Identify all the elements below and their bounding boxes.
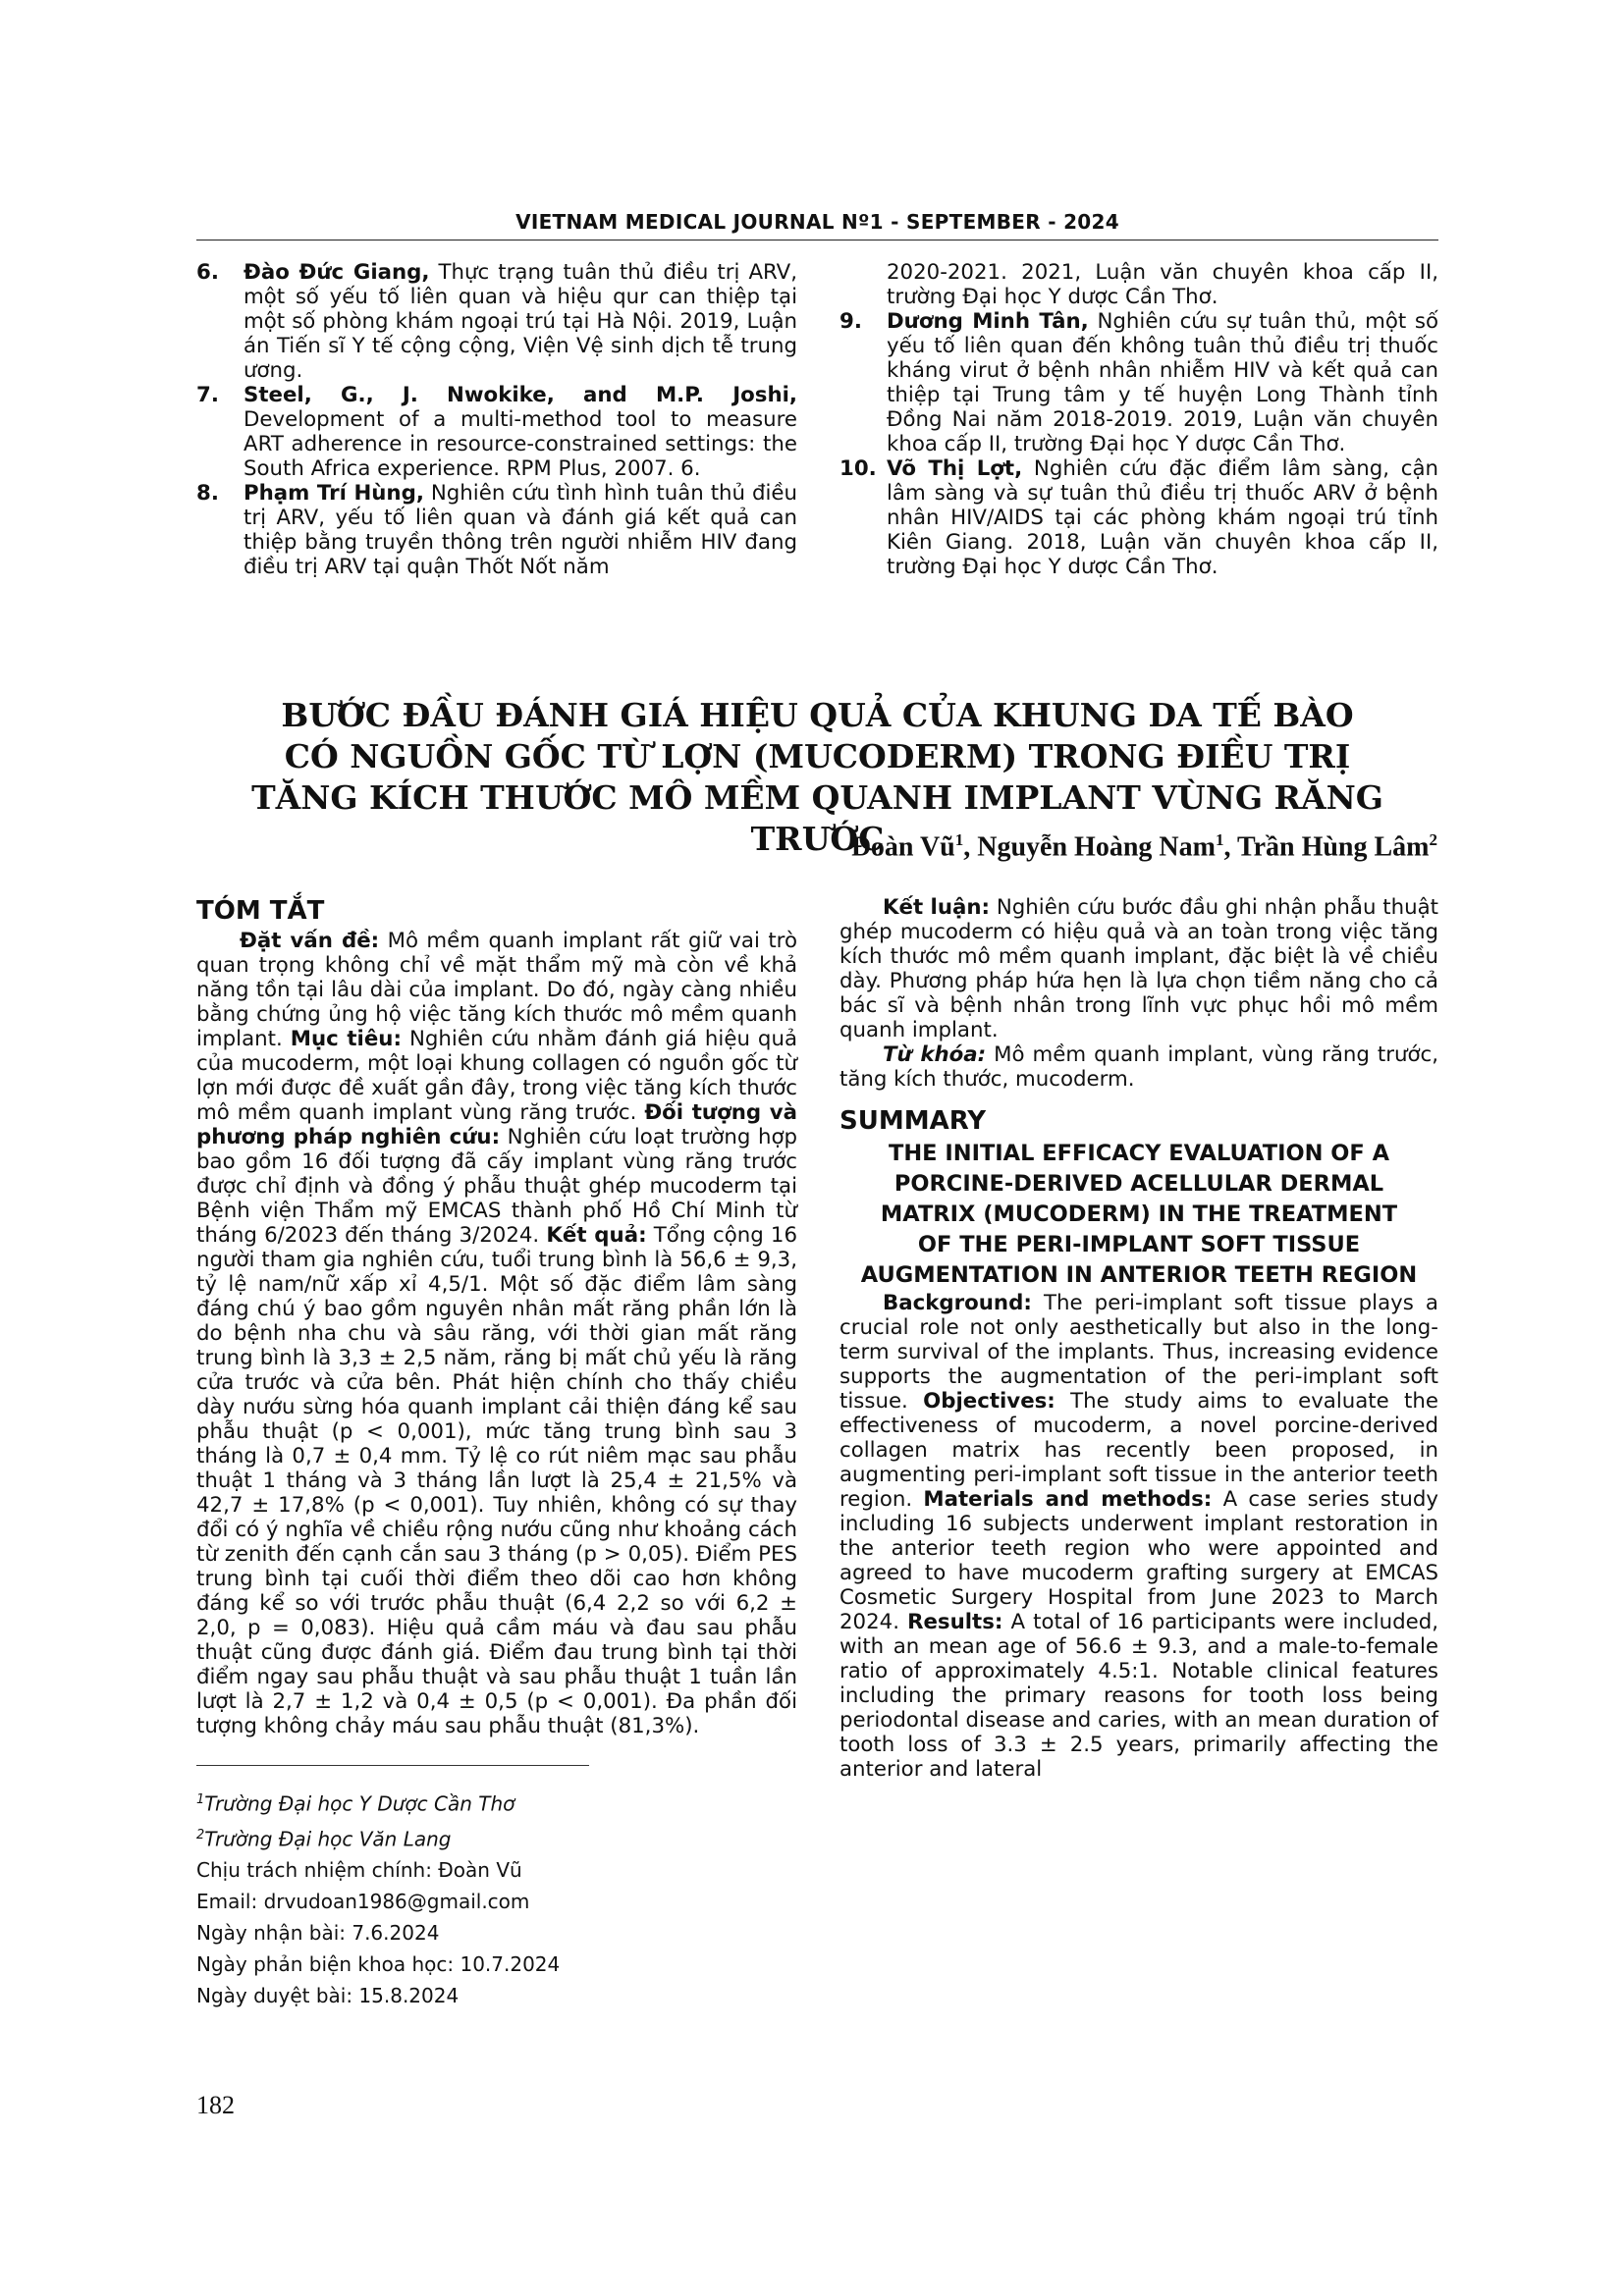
affiliation-1 — [196, 1785, 746, 1820]
summary-text: A total of 16 participants were included, with an mean age of 56.6 ± 9.3, and a male-to-female ratio of approximately 4.5:1. Notable clinical features including the primary reasons for tooth loss being periodontal disease and caries, with an mean duration of tooth loss of 3.3 ± 2.5 years, primarily affecting the anterior and lateral — [839, 1610, 1438, 1782]
author-separator: , — [1223, 831, 1237, 863]
author-affiliation-mark: 1 — [954, 830, 964, 849]
summary-label: Objectives: — [923, 1389, 1056, 1414]
abstract-paragraph — [839, 895, 1438, 1042]
author-name: Trần Hùng Lâm — [1236, 831, 1430, 863]
reference-text: Development of a multi-method tool to measure ART adherence in resource-constrained settings: the South Africa experience. RPM Plus, 2007. 6. — [244, 407, 797, 481]
affiliation-text: Trường Đại học Văn Lang — [204, 1827, 452, 1851]
reference-item — [839, 456, 1438, 579]
reference-item — [839, 309, 1438, 456]
affiliation-mark: 2 — [196, 1827, 205, 1842]
author-affiliation-mark: 2 — [1429, 830, 1437, 849]
reference-author: Dương Minh Tân, — [887, 309, 1089, 334]
reference-text: Nghiên cứu sự tuân thủ, một số yếu tố liên quan đến không tuân thủ điều trị thuốc kháng virut ở bệnh nhân nhiễm HIV và kết quả can thiệp tại Trung tâm y tế huyện Long Thành tỉnh Đồng Nai năm 2018-2019. 2019, Luận văn chuyên khoa cấp II, trường Đại học Y dược Cần Thơ. — [887, 309, 1439, 456]
date-reviewed: Ngày phản biện khoa học: 10.7.2024 — [196, 1952, 561, 1977]
english-title — [839, 1139, 1438, 1291]
summary-label: Materials and methods: — [923, 1487, 1213, 1512]
reference-number: 9. — [839, 309, 862, 334]
english-title-line: THE INITIAL EFFICACY EVALUATION OF A — [888, 1141, 1389, 1166]
reference-text: Nghiên cứu đặc điểm lâm sàng, cận lâm sàng và sự tuân thủ điều trị thuốc ARV ở bệnh nhân HIV/AIDS tại các phòng khám ngoại trú tỉnh Kiên Giang. 2018, Luận văn chuyên khoa cấp II, trường Đại học Y dược Cần Thơ. — [887, 456, 1438, 579]
affiliation-text: Trường Đại học Y Dược Cần Thơ — [204, 1791, 515, 1816]
affiliation-mark: 1 — [196, 1792, 205, 1807]
reference-number: 8. — [196, 481, 219, 506]
reference-number: 6. — [196, 260, 219, 285]
abstract-label: Kết luận: — [883, 895, 991, 920]
abstract-right-column — [839, 895, 1438, 1782]
reference-text: Nghiên cứu tình hình tuân thủ điều trị ARV, yếu tố liên quan và đánh giá kết quả can thiệp bằng truyền thông trên người nhiễm HIV đang điều trị ARV tại quận Thốt Nốt năm — [244, 481, 797, 579]
keywords — [839, 1042, 1438, 1092]
corresponding-author: Chịu trách nhiệm chính: Đoàn Vũ — [196, 1858, 522, 1883]
email: Email: drvudoan1986@gmail.com — [196, 1890, 530, 1914]
reference-continuation: 2020-2021. 2021, Luận văn chuyên khoa cấp II, trường Đại học Y dược Cần Thơ. — [887, 260, 1438, 309]
english-title-line: OF THE PERI-IMPLANT SOFT TISSUE — [917, 1232, 1361, 1257]
abstract-label: Mục tiêu: — [290, 1027, 402, 1051]
abstract-text: Nghiên cứu nhằm đánh giá hiệu quả của mucoderm, một loại khung collagen có nguồn gốc từ lợn mới được đề xuất gần đây, trong việc tăng kích thước mô mềm quanh implant vùng răng trước. — [196, 1027, 797, 1125]
summary-text: The peri-implant soft tissue plays a crucial role not only aesthetically but also in the long-term survival of the implants. Thus, increasing evidence supports the augmentation of the peri-implant soft tissue. — [839, 1291, 1438, 1414]
summary-text: A case series study including 16 subjects underwent implant restoration in the anterior teeth region who were appointed and agreed to have mucoderm grafting surgery at EMCAS Cosmetic Surgery Hospital from June 2023 to March 2024. — [839, 1487, 1438, 1634]
abstract-label: Đặt vấn đề: — [240, 929, 380, 953]
english-title-line: AUGMENTATION IN ANTERIOR TEETH REGION — [860, 1262, 1418, 1288]
english-title-line: PORCINE-DERIVED ACELLULAR DERMAL — [893, 1171, 1384, 1197]
title-line: TĂNG KÍCH THƯỚC MÔ MỀM QUANH IMPLANT VÙNG RĂNG TRƯỚC — [251, 778, 1383, 858]
journal-header: VIETNAM MEDICAL JOURNAL Nº1 - SEPTEMBER - 2024 — [515, 210, 1119, 234]
abstract-text: Tổng cộng 16 người tham gia nghiên cứu, tuổi trung bình là 56,6 ± 9,3, tỷ lệ nam/nữ xấp xỉ 4,5/1. Một số đặc điểm lâm sàng đáng chú ý bao gồm nguyên nhân mất răng phần lớn là do bệnh nha chu và sâu răng, với thời gian mất răng trung bình là 3,3 ± 2,5 năm, răng bị mất chủ yếu là răng cửa trước và cửa bên. Phát hiện chính cho thấy chiều dày nướu sừng hóa quanh implant cải thiện đáng kể sau phẫu thuật (p < 0,001), mức tăng trung bình sau 3 tháng là 0,7 ± 0,4 mm. Tỷ lệ co rút niêm mạc sau phẫu thuật 1 tháng và 3 tháng lần lượt là 25,4 ± 21,5% và 42,7 ± 17,8% (p < 0,001). Tuy nhiên, không có sự thay đổi có ý nghĩa về chiều rộng nướu cũng như khoảng cách từ zenith đến cạnh cắn sau 3 tháng (p > 0,05). Điểm PES trung bình tại cuối thời điểm theo dõi cao hơn không đáng kể so với trước phẫu thuật (6,4 2,2 so với 6,2 ± 2,0, p = 0,083). Hiệu quả cầm máu và đau sau phẫu thuật cũng được đánh giá. Điểm đau trung bình tại thời điểm ngay sau phẫu thuật và sau phẫu thuật 1 tuần lần lượt là 2,7 ± 1,2 và 0,4 ± 0,5 (p < 0,001). Đa phần đối tượng không chảy máu sau phẫu thuật (81,3%). — [196, 1223, 797, 1738]
reference-item — [196, 481, 797, 579]
abstract-label: Kết quả: — [546, 1223, 647, 1248]
author-list — [851, 830, 1437, 863]
date-received: Ngày nhận bài: 7.6.2024 — [196, 1921, 440, 1946]
keywords-text: Mô mềm quanh implant, vùng răng trước, tăng kích thước, mucoderm. — [839, 1042, 1438, 1092]
abstract-text: Nghiên cứu bước đầu ghi nhận phẫu thuật ghép mucoderm có hiệu quả và an toàn trong việc tăng kích thước mô mềm quanh implant, đặc biệt là về chiều dày. Phương pháp hứa hẹn là lựa chọn tiềm năng cho cả bác sĩ và bệnh nhân trong lĩnh vực phục hồi mô mềm quanh implant. — [839, 895, 1438, 1042]
keywords-label: Từ khóa: — [883, 1042, 987, 1067]
summary-label: Results: — [907, 1610, 1003, 1634]
author-affiliation-mark: 1 — [1215, 830, 1224, 849]
reference-author: Phạm Trí Hùng, — [244, 481, 424, 506]
reference-text: Thực trạng tuân thủ điều trị ARV, một số yếu tố liên quan và hiệu qur can thiệp tại một số phòng khám ngoại trú tại Hà Nội. 2019, Luận án Tiến sĩ Y tế cộng cộng, Viện Vệ sinh dịch tễ trung ương. — [244, 260, 797, 383]
reference-item — [196, 383, 797, 481]
date-accepted: Ngày duyệt bài: 15.8.2024 — [196, 1984, 460, 2008]
reference-number: 7. — [196, 383, 219, 407]
abstract-heading: TÓM TẮT — [196, 896, 325, 926]
abstract-text: Nghiên cứu loạt trường hợp bao gồm 16 đối tượng đã cấy implant vùng răng trước được chỉ định và đồng ý phẫu thuật ghép mucoderm tại Bệnh viện Thẩm mỹ EMCAS thành phố Hồ Chí Minh từ tháng 6/2023 đến tháng 3/2024. — [196, 1125, 797, 1248]
summary-heading: SUMMARY — [839, 1106, 987, 1136]
english-title-line: MATRIX (MUCODERM) IN THE TREATMENT — [880, 1201, 1398, 1227]
abstract-paragraph — [196, 929, 797, 1738]
summary-text: The study aims to evaluate the effectiveness of mucoderm, a novel porcine-derived collagen matrix has recently been proposed, in augmenting peri-implant soft tissue in the anterior teeth region. — [839, 1389, 1438, 1512]
references-left-column — [196, 260, 797, 579]
abstract-text: Mô mềm quanh implant rất giữ vai trò quan trọng không chỉ về mặt thẩm mỹ mà còn về khả năng tồn tại lâu dài của implant. Do đó, ngày càng nhiều bằng chứng ủng hộ việc tăng kích thước mô mềm quanh implant. — [196, 929, 797, 1051]
affiliation-2 — [196, 1820, 746, 1855]
abstract-label: Đối tượng và phương pháp nghiên cứu: — [196, 1100, 797, 1149]
title-line: BƯỚC ĐẦU ĐÁNH GIÁ HIỆU QUẢ CỦA KHUNG DA TẾ BÀO — [281, 696, 1354, 734]
references-right-column — [839, 260, 1438, 579]
author-name: Đoàn Vũ — [850, 831, 955, 863]
reference-number: 10. — [839, 456, 877, 481]
title-line: CÓ NGUỒN GỐC TỪ LỢN (MUCODERM) TRONG ĐIỀU TRỊ — [284, 737, 1351, 775]
reference-item — [196, 260, 797, 383]
summary-paragraph — [839, 1291, 1438, 1782]
page-number: 182 — [196, 2091, 235, 2119]
footnote-rule — [196, 1765, 589, 1766]
summary-label: Background: — [883, 1291, 1032, 1315]
author-separator: , — [963, 831, 978, 863]
footnotes — [196, 1785, 746, 2011]
abstract-left-column — [196, 895, 797, 1738]
author-name: Nguyễn Hoàng Nam — [977, 831, 1216, 863]
reference-author: Đào Đức Giang, — [244, 260, 430, 285]
reference-author: Võ Thị Lợt, — [887, 456, 1023, 481]
reference-author: Steel, G., J. Nwokike, and M.P. Joshi, — [244, 383, 797, 407]
